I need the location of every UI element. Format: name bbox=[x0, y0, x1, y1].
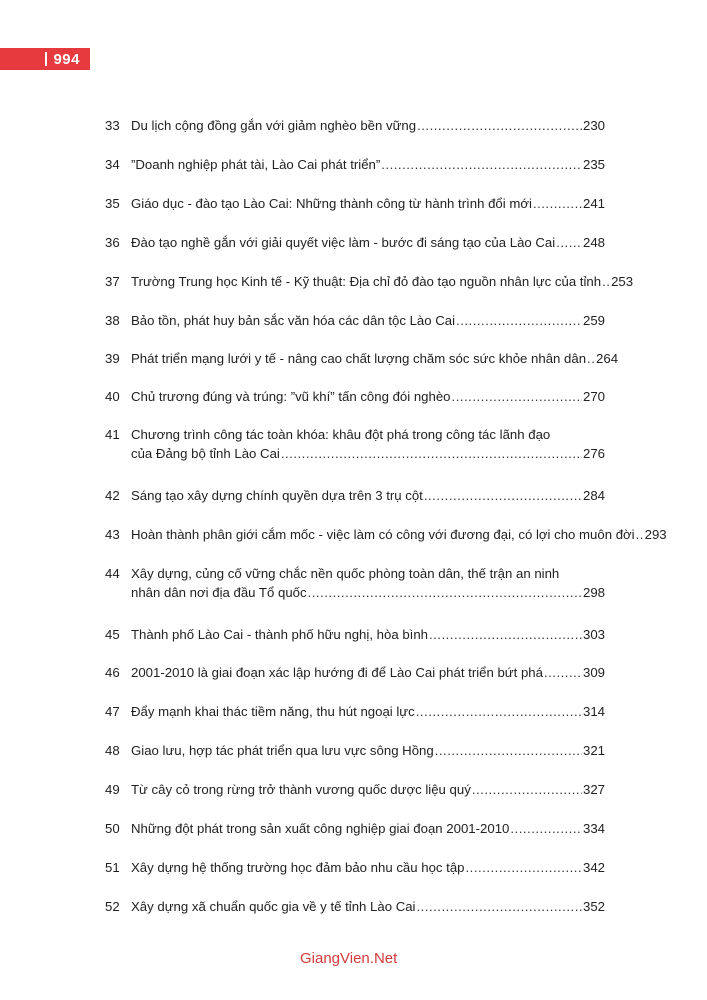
toc-entry-page: 314 bbox=[582, 704, 605, 719]
toc-entry-number: 38 bbox=[105, 313, 120, 328]
toc-entry-number: 34 bbox=[105, 157, 120, 172]
dot-leader bbox=[472, 780, 582, 799]
toc-entry-number: 50 bbox=[105, 821, 120, 836]
toc-entry-number: 48 bbox=[105, 743, 120, 758]
toc-entry-number: 35 bbox=[105, 196, 120, 211]
toc-entry-number: 47 bbox=[105, 704, 120, 719]
toc-entry bbox=[105, 155, 605, 174]
toc-entry-page: 321 bbox=[582, 743, 605, 758]
dot-leader bbox=[466, 858, 582, 877]
toc-entry-title: Xây dựng, củng cố vững chắc nền quốc phòng toàn dân, thế trận an ninh bbox=[131, 566, 560, 581]
toc-entry-page: 230 bbox=[582, 118, 605, 133]
toc-entry-title: Đào tạo nghề gắn với giải quyết việc làm - bước đi sáng tạo của Lào Cai bbox=[131, 235, 556, 250]
dot-leader bbox=[416, 897, 582, 916]
toc-entry bbox=[105, 425, 605, 463]
toc-entry bbox=[105, 272, 634, 291]
dot-leader bbox=[417, 116, 582, 135]
dot-leader bbox=[381, 155, 582, 174]
toc-entry-page: 309 bbox=[582, 665, 605, 680]
toc-entry bbox=[105, 564, 605, 602]
toc-entry-title: Hoàn thành phân giới cắm mốc - việc làm có công với đương đại, có lợi cho muôn đời bbox=[131, 527, 635, 542]
toc-entry bbox=[105, 194, 605, 213]
toc-entry-title: Thành phố Lào Cai - thành phố hữu nghị, hòa bình bbox=[131, 627, 428, 642]
toc-entry bbox=[105, 486, 605, 505]
toc-entry-number: 39 bbox=[105, 351, 120, 366]
toc-entry-page: 264 bbox=[596, 351, 619, 366]
dot-leader bbox=[587, 349, 595, 368]
toc-entry-title: Những đột phát trong sản xuất công nghiệp giai đoạn 2001-2010 bbox=[131, 821, 510, 836]
dot-leader bbox=[456, 311, 582, 330]
page-tab-divider bbox=[45, 52, 47, 66]
dot-leader bbox=[533, 194, 582, 213]
dot-leader bbox=[308, 583, 582, 602]
toc-entry-title: Du lịch cộng đồng gắn với giảm nghèo bền vững bbox=[131, 118, 417, 133]
toc-entry-number: 42 bbox=[105, 488, 120, 503]
toc-entry-title: 2001-2010 là giai đoạn xác lập hướng đi để Lào Cai phát triển bứt phá bbox=[131, 665, 543, 680]
dot-leader bbox=[435, 741, 582, 760]
toc-entry-title: Giao lưu, hợp tác phát triển qua lưu vực sông Hồng bbox=[131, 743, 434, 758]
toc-entry-number: 51 bbox=[105, 860, 120, 875]
toc-entry-page: 253 bbox=[611, 274, 634, 289]
toc-entry-page: 259 bbox=[582, 313, 605, 328]
toc-entry bbox=[105, 741, 605, 760]
toc-entry bbox=[105, 702, 605, 721]
watermark: GiangVien.Net bbox=[300, 950, 398, 967]
dot-leader bbox=[602, 272, 610, 291]
toc-entry-page: 303 bbox=[582, 627, 605, 642]
toc-entry-title: ”Doanh nghiệp phát tài, Lào Cai phát triển” bbox=[131, 157, 381, 172]
toc-entry bbox=[105, 819, 605, 838]
toc-entry-page: 342 bbox=[582, 860, 605, 875]
toc-entry bbox=[105, 663, 605, 682]
toc-entry-title-continued: nhân dân nơi địa đầu Tổ quốc bbox=[131, 585, 307, 600]
dot-leader bbox=[416, 702, 582, 721]
toc-entry-title: Bảo tồn, phát huy bản sắc văn hóa các dân tộc Lào Cai bbox=[131, 313, 456, 328]
toc-entry bbox=[105, 858, 605, 877]
toc-entry-page: 293 bbox=[644, 527, 667, 542]
toc-entry-title: Từ cây cỏ trong rừng trở thành vương quốc dược liệu quý bbox=[131, 782, 471, 797]
dot-leader bbox=[281, 444, 582, 463]
toc-entry bbox=[105, 116, 605, 135]
toc-entry-page: 241 bbox=[582, 196, 605, 211]
toc-entry-number: 40 bbox=[105, 389, 120, 404]
toc-entry-page: 352 bbox=[582, 899, 605, 914]
toc-entry-number: 52 bbox=[105, 899, 120, 914]
dot-leader bbox=[510, 819, 582, 838]
toc-entry-number: 37 bbox=[105, 274, 120, 289]
dot-leader bbox=[544, 663, 582, 682]
toc-entry-title: Giáo dục - đào tạo Lào Cai: Những thành công từ hành trình đổi mới bbox=[131, 196, 532, 211]
toc-entry-title: Xây dựng hệ thống trường học đảm bảo nhu cầu học tập bbox=[131, 860, 465, 875]
toc-entry-page: 284 bbox=[582, 488, 605, 503]
toc-entry-title: Chủ trương đúng và trúng: ”vũ khí” tấn công đói nghèo bbox=[131, 389, 451, 404]
toc-entry-number: 46 bbox=[105, 665, 120, 680]
toc-entry-page: 270 bbox=[582, 389, 605, 404]
toc-entry-number: 41 bbox=[105, 427, 120, 442]
toc-entry-page: 248 bbox=[582, 235, 605, 250]
toc-entry-title: Phát triển mạng lưới y tế - nâng cao chất lượng chăm sóc sức khỏe nhân dân bbox=[131, 351, 587, 366]
toc-entry bbox=[105, 625, 605, 644]
toc-entry-number: 49 bbox=[105, 782, 120, 797]
toc-entry-number: 36 bbox=[105, 235, 120, 250]
toc-entry-title: Trường Trung học Kinh tế - Kỹ thuật: Địa chỉ đỏ đào tạo nguồn nhân lực của tỉnh bbox=[131, 274, 602, 289]
toc-entry-title: Đẩy mạnh khai thác tiềm năng, thu hút ngoại lực bbox=[131, 704, 415, 719]
toc-entry-number: 33 bbox=[105, 118, 120, 133]
toc-entry bbox=[105, 349, 619, 368]
page-number-tab bbox=[0, 48, 90, 70]
dot-leader bbox=[636, 525, 644, 544]
toc-entry-number: 43 bbox=[105, 527, 120, 542]
page-number: 994 bbox=[53, 50, 80, 68]
toc-entry-page: 276 bbox=[582, 446, 605, 461]
toc-entry-number: 44 bbox=[105, 566, 120, 581]
toc-entry bbox=[105, 233, 605, 252]
toc-entry bbox=[105, 525, 667, 544]
toc-entry-page: 334 bbox=[582, 821, 605, 836]
toc-entry bbox=[105, 311, 605, 330]
dot-leader bbox=[452, 387, 582, 406]
toc-entry-title: Chương trình công tác toàn khóa: khâu đột phá trong công tác lãnh đạo bbox=[131, 427, 551, 442]
toc-entry-page: 235 bbox=[582, 157, 605, 172]
toc-entry bbox=[105, 897, 605, 916]
toc-entry bbox=[105, 780, 605, 799]
toc-entry-page: 327 bbox=[582, 782, 605, 797]
toc-entry-page: 298 bbox=[582, 585, 605, 600]
dot-leader bbox=[556, 233, 582, 252]
dot-leader bbox=[429, 625, 582, 644]
toc-entry-title: Xây dựng xã chuẩn quốc gia về y tế tỉnh Lào Cai bbox=[131, 899, 416, 914]
toc-entry-number: 45 bbox=[105, 627, 120, 642]
toc-entry bbox=[105, 387, 605, 406]
toc-entry-title-continued: của Đảng bộ tỉnh Lào Cai bbox=[131, 446, 280, 461]
toc-entry-title: Sáng tạo xây dựng chính quyền dựa trên 3 trụ cột bbox=[131, 488, 423, 503]
dot-leader bbox=[424, 486, 582, 505]
